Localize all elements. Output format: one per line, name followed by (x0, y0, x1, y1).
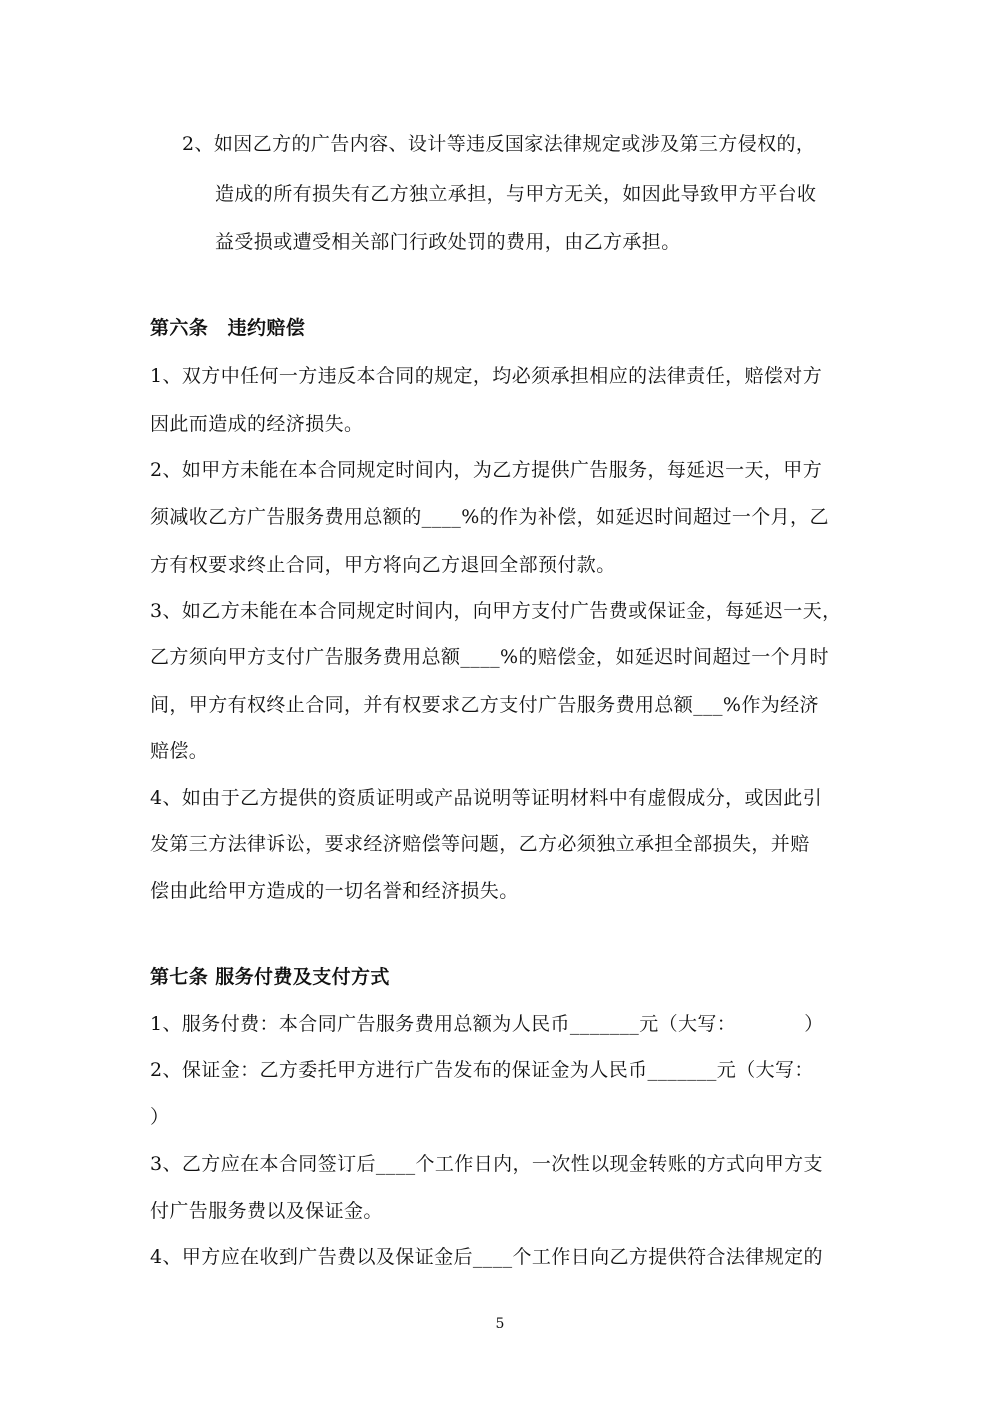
article6-title: 第六条 违约赔偿 (150, 317, 306, 339)
article7-item1-line1: 1、服务付费：本合同广告服务费用总额为人民币_______元（大写： ） (150, 1013, 824, 1035)
article6-item3-line4: 赔偿。 (150, 740, 209, 762)
article6-item4-line2: 发第三方法律诉讼，要求经济赔偿等问题，乙方必须独立承担全部损失，并赔 (150, 833, 810, 855)
article6-item2-line3: 方有权要求终止合同，甲方将向乙方退回全部预付款。 (150, 554, 616, 576)
article7-item4-line1: 4、甲方应在收到广告费以及保证金后____个工作日向乙方提供符合法律规定的 (150, 1246, 823, 1268)
page-number: 5 (495, 1316, 505, 1332)
article6-item1-line1: 1、双方中任何一方违反本合同的规定，均必须承担相应的法律责任，赔偿对方 (150, 365, 823, 387)
clause5-item2-line1: 2、如因乙方的广告内容、设计等违反国家法律规定或涉及第三方侵权的， (182, 133, 816, 155)
article6-item1-line2: 因此而造成的经济损失。 (150, 413, 364, 435)
article7-item3-line2: 付广告服务费以及保证金。 (150, 1200, 383, 1222)
article6-item4-line1: 4、如由于乙方提供的资质证明或产品说明等证明材料中有虚假成分，或因此引 (150, 787, 823, 809)
article7-item3-line1: 3、乙方应在本合同签订后____个工作日内，一次性以现金转账的方式向甲方支 (150, 1153, 823, 1175)
article6-item2-line2: 须减收乙方广告服务费用总额的____%的作为补偿，如延迟时间超过一个月，乙 (150, 506, 829, 528)
article6-item3-line2: 乙方须向甲方支付广告服务费用总额____%的赔偿金，如延迟时间超过一个月时 (150, 646, 829, 668)
article7-item2-line2: ） (150, 1106, 170, 1128)
article7-item2-line1: 2、保证金：乙方委托甲方进行广告发布的保证金为人民币_______元（大写： (150, 1059, 814, 1081)
clause5-item2-line3: 益受损或遭受相关部门行政处罚的费用，由乙方承担。 (215, 231, 681, 253)
article6-item4-line3: 偿由此给甲方造成的一切名誉和经济损失。 (150, 880, 519, 902)
article7-title: 第七条 服务付费及支付方式 (150, 966, 390, 988)
clause5-item2-line2: 造成的所有损失有乙方独立承担，与甲方无关，如因此导致甲方平台收 (215, 183, 817, 205)
article6-item3-line3: 间，甲方有权终止合同，并有权要求乙方支付广告服务费用总额___%作为经济 (150, 694, 819, 716)
article6-item2-line1: 2、如甲方未能在本合同规定时间内，为乙方提供广告服务，每延迟一天，甲方 (150, 459, 823, 481)
article6-item3-line1: 3、如乙方未能在本合同规定时间内，向甲方支付广告费或保证金，每延迟一天， (150, 600, 842, 622)
